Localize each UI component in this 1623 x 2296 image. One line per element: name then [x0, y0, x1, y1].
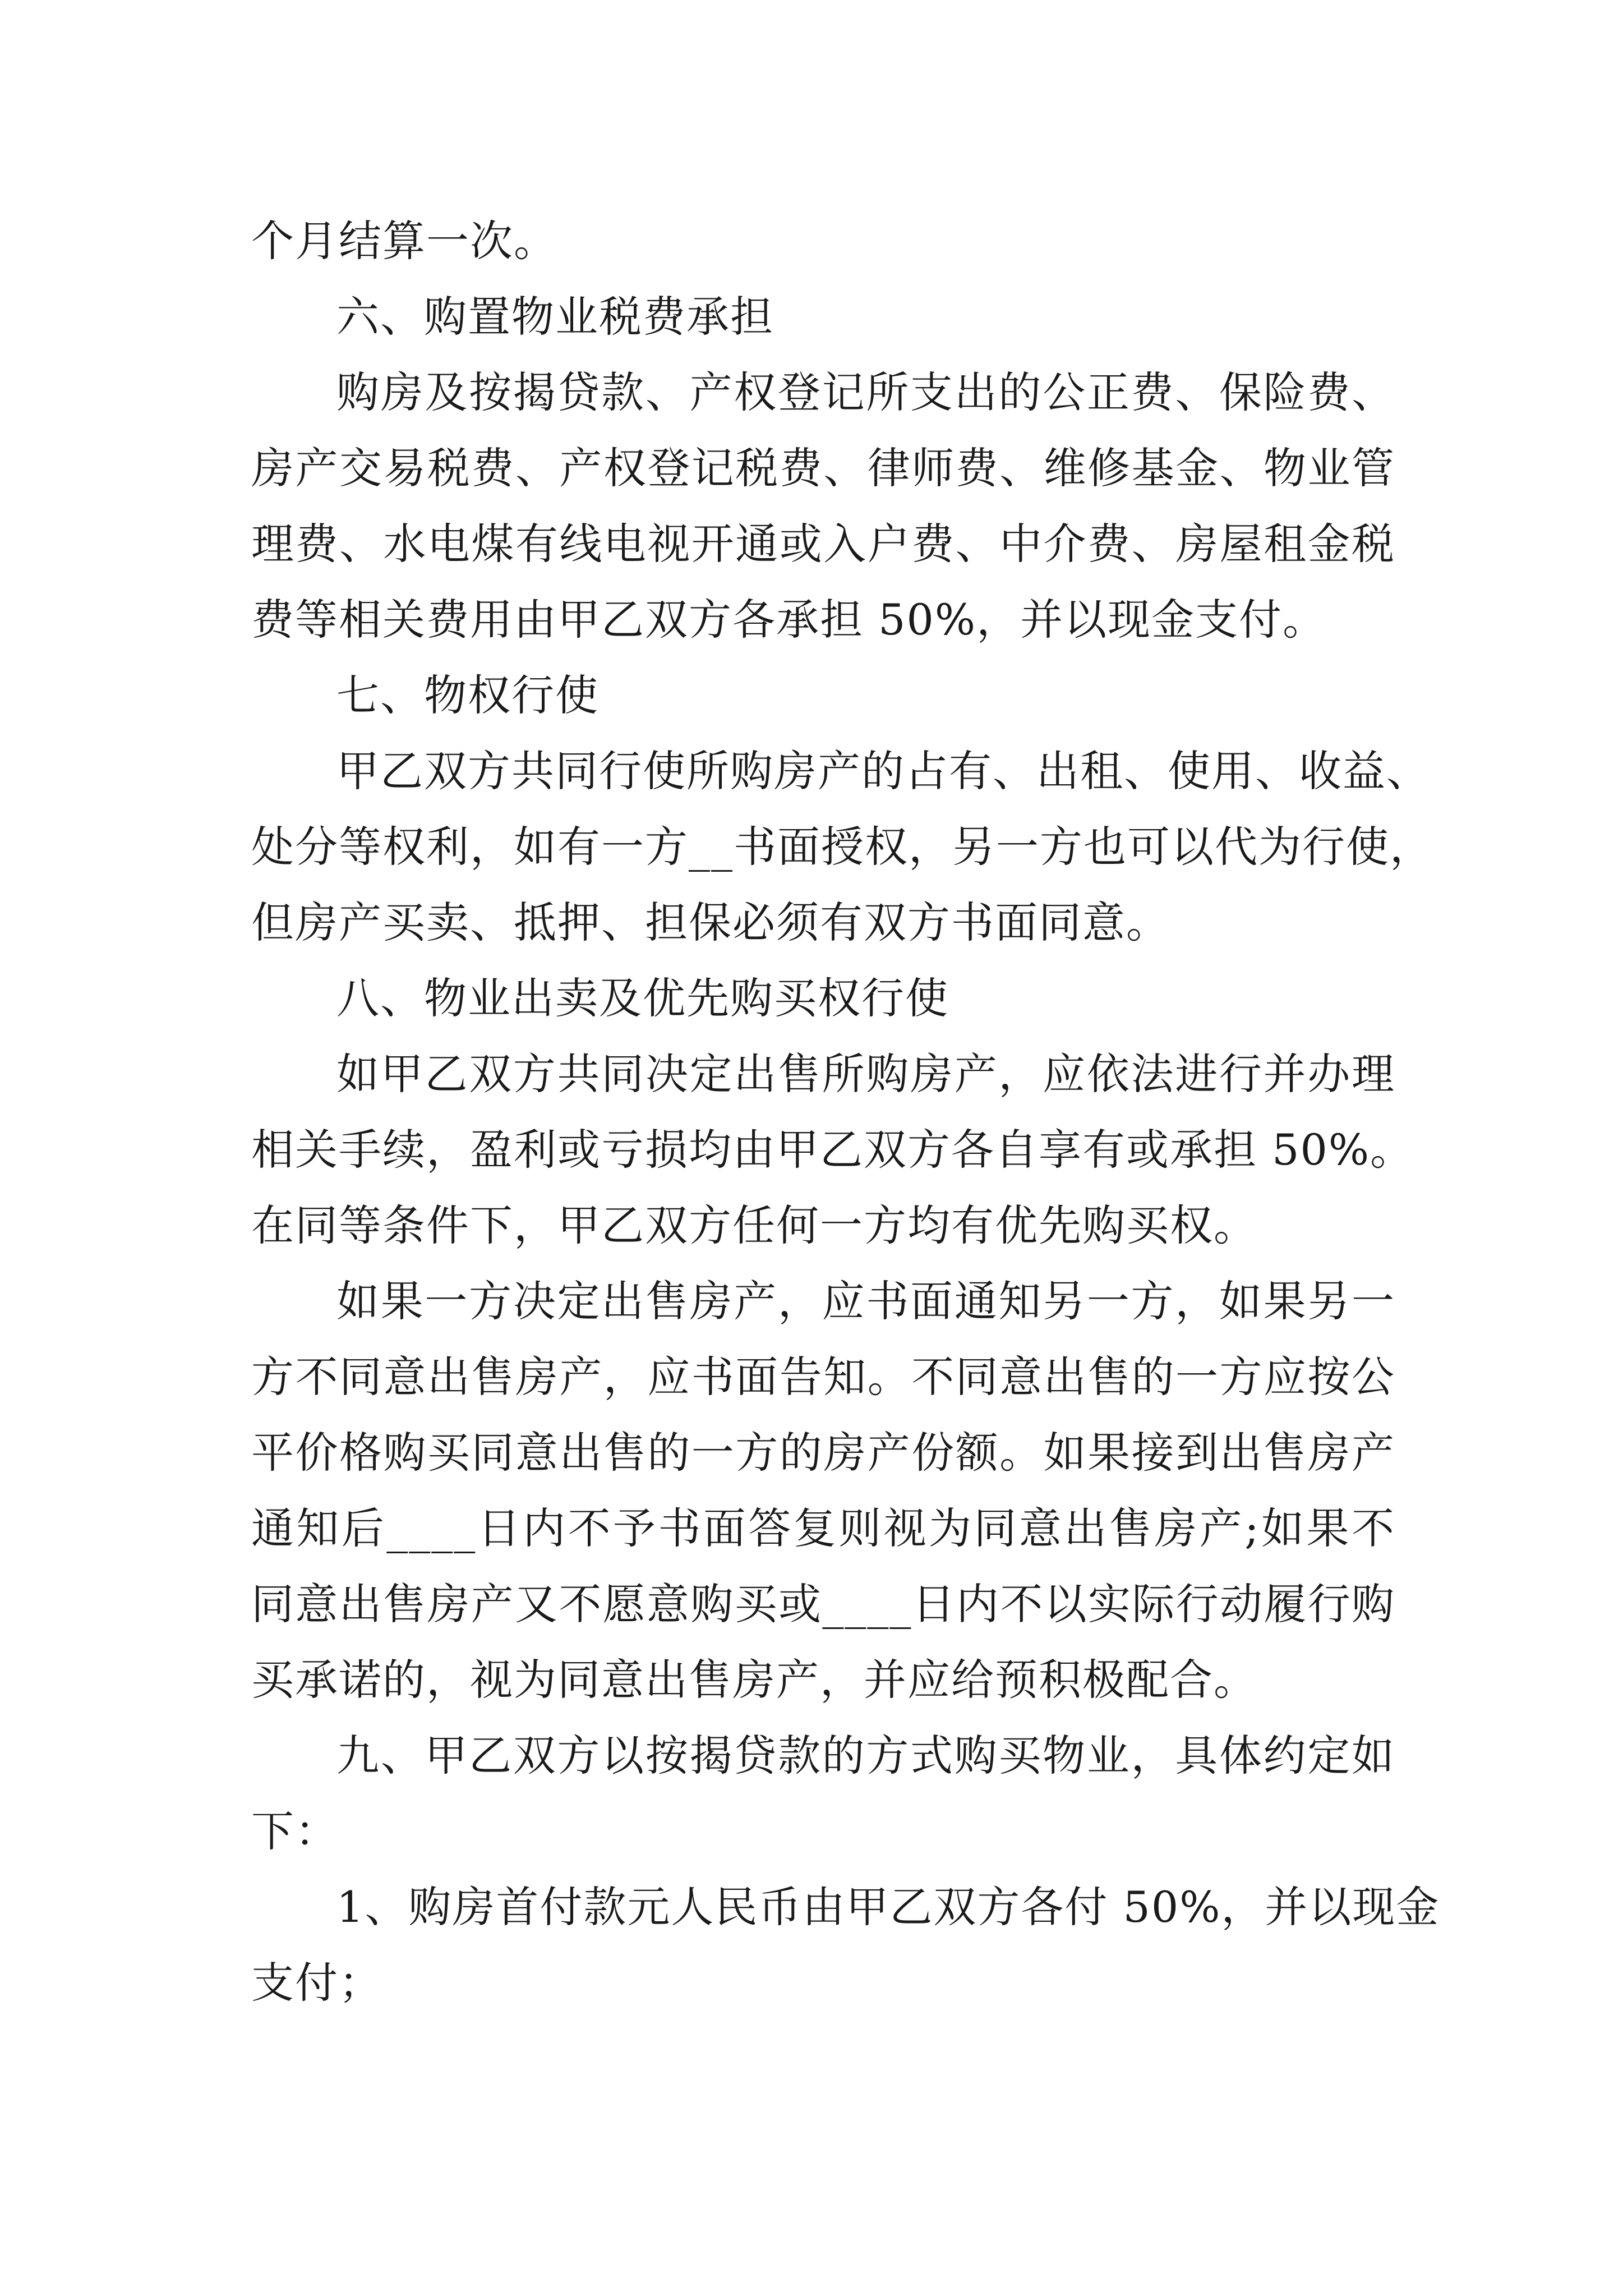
text-line: 相关手续，盈利或亏损均由甲乙双方各自享有或承担 50%。	[251, 1125, 1414, 1175]
text-line: 买承诺的，视为同意出售房产，并应给预积极配合。	[251, 1655, 1257, 1705]
text-line: 甲乙双方共同行使所购房产的占有、出租、使用、收益、	[336, 746, 1430, 796]
text-line: 如甲乙双方共同决定出售所购房产，应依法进行并办理	[336, 1049, 1395, 1099]
text-line: 个月结算一次。	[251, 216, 557, 266]
section-heading-8: 八、物业出卖及优先购买权行使	[336, 973, 949, 1023]
text-line: 平价格购买同意出售的一方的房产份额。如果接到出售房产	[251, 1428, 1395, 1478]
text-line: 在同等条件下，甲乙双方任何一方均有优先购买权。	[251, 1200, 1257, 1250]
text-line: 方不同意出售房产，应书面告知。不同意出售的一方应按公	[251, 1352, 1395, 1402]
text-line: 通知后____日内不予书面答复则视为同意出售房产;如果不	[251, 1503, 1395, 1553]
text-line: 房产交易税费、产权登记税费、律师费、维修基金、物业管	[251, 443, 1395, 493]
text-line: 下：	[251, 1806, 339, 1856]
section-heading-9: 九、甲乙双方以按揭贷款的方式购买物业，具体约定如	[336, 1731, 1395, 1780]
text-line: 处分等权利，如有一方__书面授权，另一方也可以代为行使，	[251, 822, 1433, 872]
text-line: 费等相关费用由甲乙双方各承担 50%，并以现金支付。	[251, 595, 1327, 645]
section-heading-6: 六、购置物业税费承担	[336, 292, 774, 342]
text-line: 支付；	[251, 1958, 382, 2008]
text-line: 如果一方决定出售房产，应书面通知另一方，如果另一	[336, 1276, 1395, 1326]
text-line: 购房及按揭贷款、产权登记所支出的公正费、保险费、	[336, 367, 1395, 417]
text-line: 1、购房首付款元人民币由甲乙双方各付 50%，并以现金	[336, 1882, 1440, 1932]
section-heading-7: 七、物权行使	[336, 670, 599, 720]
text-line: 同意出售房产又不愿意购买或____日内不以实际行动履行购	[251, 1579, 1395, 1629]
text-line: 但房产买卖、抵押、担保必须有双方书面同意。	[251, 898, 1170, 947]
text-line: 理费、水电煤有线电视开通或入户费、中介费、房屋租金税	[251, 519, 1395, 569]
